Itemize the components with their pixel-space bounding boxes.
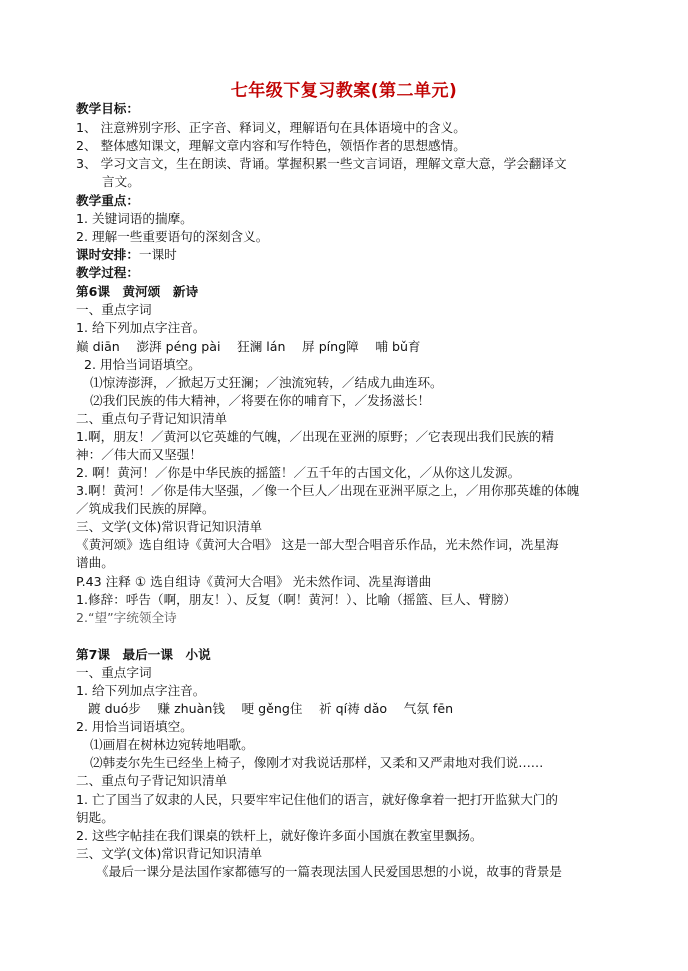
fill-item: ⑵韩麦尔先生已经坐上椅子，像刚才对我说话那样，又柔和又严肃地对我们说……	[90, 755, 544, 770]
sentence-item: 1. 亡了国当了奴隶的人民，只要牢牢记住他们的语言，就好像拿着一把打开监狱大门的	[76, 792, 558, 807]
exercise-item: 1. 给下列加点字注音。	[76, 683, 206, 698]
subheading: 三、文学(文体)常识背记知识清单	[76, 846, 263, 861]
schedule-row	[76, 246, 624, 264]
schedule-label: 课时安排：	[76, 247, 139, 262]
fill-item: ⑴画眉在树林边宛转地唱歌。	[90, 737, 254, 752]
fill-item: ⑵我们民族的伟大精神，／将要在你的哺育下，／发扬滋长！	[90, 393, 431, 408]
exercise-item: 2. 用恰当词语填空。	[84, 357, 201, 372]
literature-note-continuation: 谱曲。	[76, 555, 114, 570]
sentence-item-continuation: ／筑成我们民族的屏障。	[76, 501, 215, 516]
lesson-6-heading: 第6课 黄河颂 新诗	[76, 284, 199, 299]
exercise-item: 1. 给下列加点字注音。	[76, 320, 206, 335]
rhetoric-note: 1.修辞：呼告（啊，朋友！）、反复（啊！黄河！）、比喻（摇篮、巨人、臂膀）	[76, 592, 517, 607]
subheading: 一、重点字词	[76, 302, 152, 317]
sentence-item: 1.啊，朋友！／黄河以它英雄的气魄，／出现在亚洲的原野；／它表现出我们民族的精	[76, 429, 554, 444]
sentence-item: 2. 这些字帖挂在我们课桌的铁杆上，就好像许多面小国旗在教室里飘扬。	[76, 828, 483, 843]
sentence-item-continuation: 钥匙。	[76, 810, 114, 825]
literature-note: 《最后一课分是法国作家都德写的一篇表现法国人民爱国思想的小说，故事的背景是	[96, 864, 562, 879]
annotation-note: P.43 注释 ① 选自组诗《黄河大合唱》 光未然作词、冼星海谱曲	[76, 574, 432, 589]
section-heading-process: 教学过程：	[76, 265, 139, 280]
subheading: 三、文学(文体)常识背记知识清单	[76, 519, 263, 534]
goal-item: 1、 注意辨别字形、正字音、释词义，理解语句在具体语境中的含义。	[76, 120, 466, 135]
sentence-item-continuation: 神：／伟大而又坚强！	[76, 447, 202, 462]
lesson-7-heading: 第7课 最后一课 小说	[76, 647, 211, 662]
goal-item: 2、 整体感知课文，理解文章内容和写作特色，领悟作者的思想感情。	[76, 138, 466, 153]
pinyin-row: 巅 diān 澎湃 péng pài 狂澜 lán 屏 píng障 哺 bǔ育	[76, 339, 421, 354]
schedule-value: 一课时	[138, 247, 177, 262]
section-heading-goals: 教学目标：	[76, 101, 139, 116]
page-title: 七年级下复习教案(第二单元)	[230, 81, 458, 101]
focus-item: 2. 理解一些重要语句的深刻含义。	[76, 229, 269, 244]
subheading: 二、重点句子背记知识清单	[76, 773, 228, 788]
goal-item: 3、 学习文言文，生在朗读、背诵。掌握积累一些文言词语，理解文章大意，学会翻译文	[76, 156, 567, 171]
focus-item: 1. 关键词语的揣摩。	[76, 211, 193, 226]
exercise-item: 2. 用恰当词语填空。	[76, 719, 193, 734]
section-heading-focus: 教学重点：	[76, 193, 139, 208]
fill-item: ⑴惊涛澎湃，／掀起万丈狂澜；／浊流宛转，／结成九曲连环。	[90, 375, 443, 390]
subheading: 二、重点句子背记知识清单	[76, 411, 228, 426]
sentence-item: 2. 啊！黄河！／你是中华民族的摇篮！／五千年的古国文化，／从你这儿发源。	[76, 465, 521, 480]
literature-note: 《黄河颂》选自组诗《黄河大合唱》 这是一部大型合唱音乐作品，光未然作词，冼星海	[76, 537, 559, 552]
rhetoric-note: 2.“望”字统领全诗	[76, 610, 177, 625]
sentence-item: 3.啊！黄河！／你是伟大坚强，／像一个巨人／出现在亚洲平原之上，／用你那英雄的体魄	[76, 483, 580, 498]
subheading: 一、重点字词	[76, 665, 152, 680]
goal-item-continuation: 言文。	[102, 174, 140, 189]
pinyin-row: 踱 duó步 赚 zhuàn钱 哽 gěng住 祈 qí祷 dǎo 气氛 fēn	[88, 701, 454, 716]
